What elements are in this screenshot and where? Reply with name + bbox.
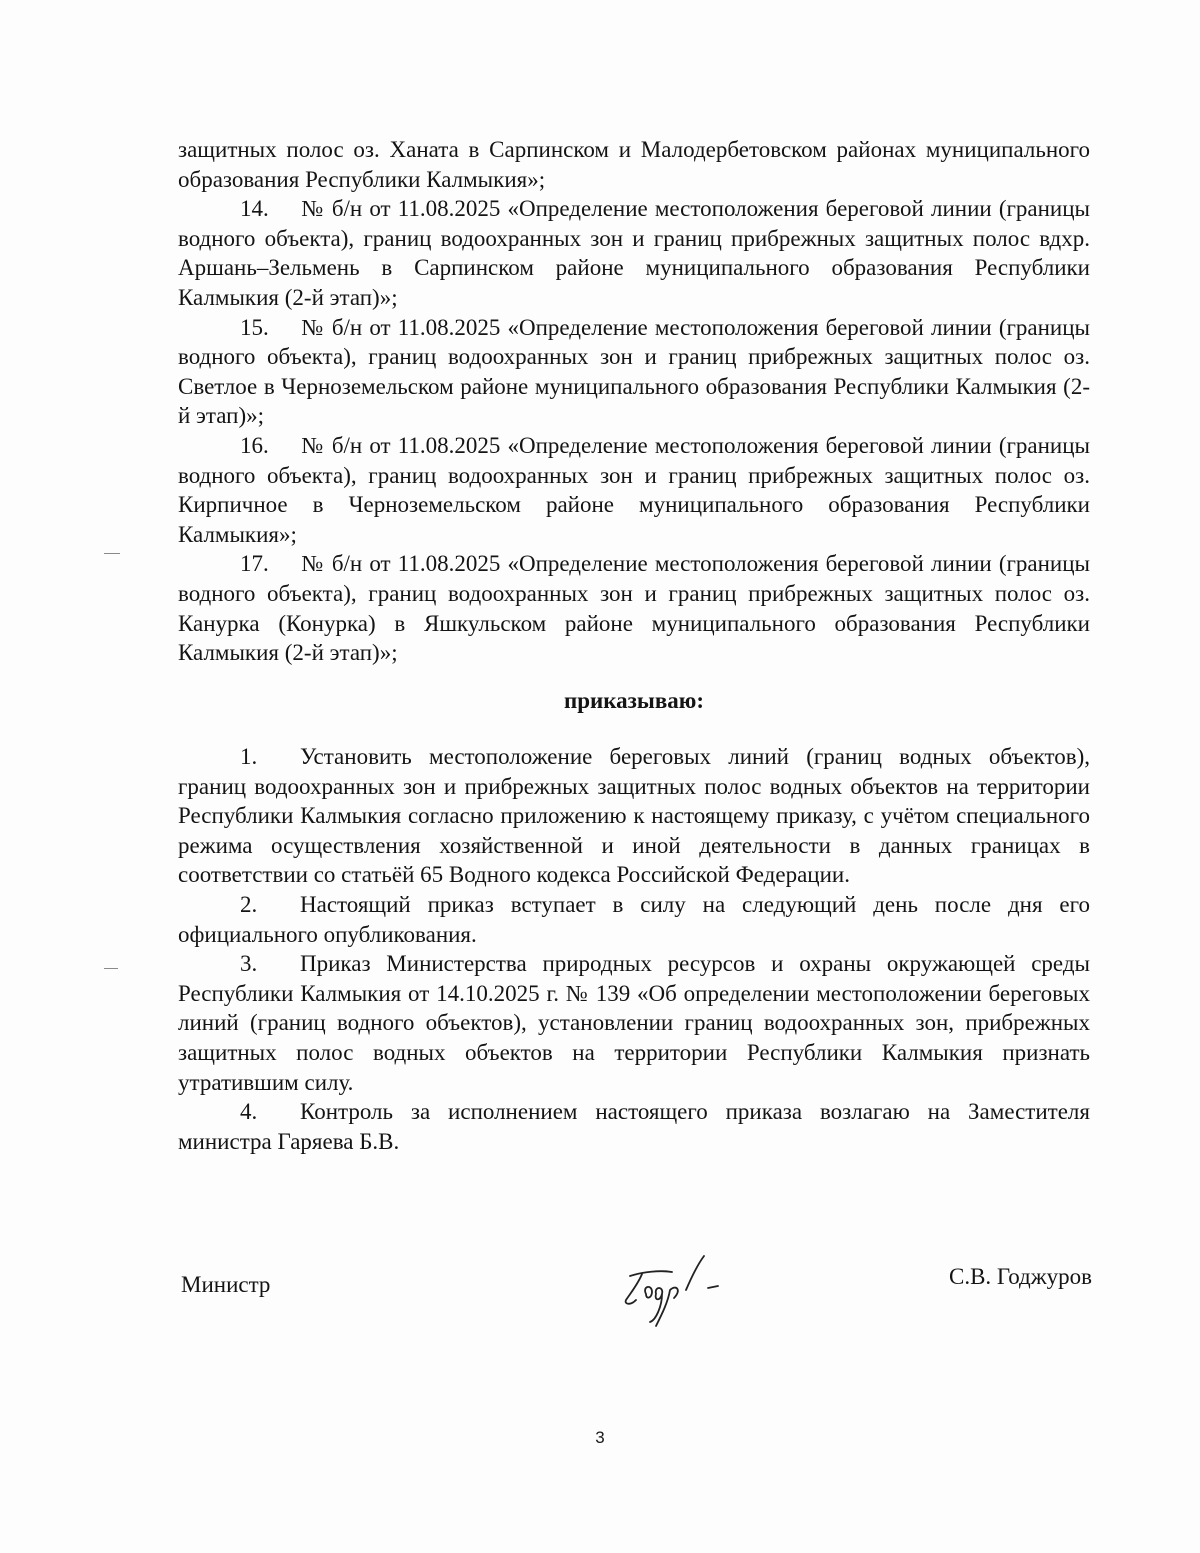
item-number: 17.	[240, 551, 269, 577]
order-number: 3.	[240, 951, 258, 977]
list-item	[178, 431, 1090, 549]
order-text: Установить местоположение береговых линий (границ водных объектов), границ водоохранных зон и прибрежных защитных полос водных объектов на территории Республики Калмыкия согласно приложению к настоящему приказу, с учётом специального режима осуществления хозяйственной и иной деятельности в данных границах в соответствии со статьёй 65 Водного кодекса Российской Федерации.	[178, 744, 1090, 888]
reference-list	[178, 135, 1090, 668]
scan-mark	[104, 968, 118, 969]
item-text: № б/н от 11.08.2025 «Определение местоположения береговой линии (границы водного объекта), границ водоохранных зон и границ прибрежных защитных полос вдхр. Аршань–Зельмень в Сарпинском районе муниципального образования Республики Калмыкия (2-й этап)»;	[178, 196, 1090, 310]
signatory-name: С.В. Годжуров	[949, 1264, 1092, 1289]
list-item	[178, 549, 1090, 667]
item-text: № б/н от 11.08.2025 «Определение местоположения береговой линии (границы водного объекта), границ водоохранных зон и границ прибрежных защитных полос оз. Канурка (Конурка) в Яшкульском районе муниципального образования Республики Калмыкия (2-й этап)»;	[178, 551, 1090, 666]
order-text: Контроль за исполнением настоящего приказа возлагаю на Заместителя министра Гаряева Б.В.	[178, 1099, 1090, 1154]
order-item	[178, 1097, 1090, 1156]
item-number: 14.	[240, 196, 269, 222]
list-item	[178, 313, 1090, 431]
order-item	[178, 890, 1090, 949]
item-number: 16.	[240, 432, 269, 458]
order-text: Настоящий приказ вступает в силу на следующий день после дня его официального опубликования.	[178, 891, 1090, 947]
order-list	[178, 742, 1090, 1156]
order-number: 2.	[240, 891, 258, 917]
list-item	[178, 194, 1090, 312]
order-number: 4.	[240, 1099, 258, 1125]
order-number: 1.	[240, 744, 258, 769]
order-item	[178, 949, 1090, 1097]
order-text: Приказ Министерства природных ресурсов и охраны окружающей среды Республики Калмыкия от 14.10.2025 г. № 139 «Об определении местоположении береговых линий (границ водного объектов), установлении границ водоохранных зон, прибрежных защитных полос водных объектов на территории Республики Калмыкия признать утратившим силу.	[178, 951, 1090, 1095]
scan-mark	[104, 553, 120, 554]
paragraph-13-tail: защитных полос оз. Ханата в Сарпинском и Малодербетовском районах муниципального образования Республики Калмыкия»;	[178, 137, 1090, 192]
handwritten-signature	[612, 1250, 732, 1330]
order-item	[178, 742, 1090, 890]
signatory-role: Министр	[181, 1272, 271, 1297]
item-text: № б/н от 11.08.2025 «Определение местоположения береговой линии (границы водного объекта), границ водоохранных зон и границ прибрежных защитных полос оз. Кирпичное в Черноземельском районе муниципального образования Республики Калмыкия»;	[178, 432, 1090, 547]
item-number: 15.	[240, 314, 269, 340]
order-heading: приказываю:	[563, 688, 705, 713]
item-text: № б/н от 11.08.2025 «Определение местоположения береговой линии (границы водного объекта), границ водоохранных зон и границ прибрежных защитных полос оз. Светлое в Черноземельском районе муниципального образования Республики Калмыкия (2-й этап)»;	[178, 314, 1090, 429]
page-number: 3	[595, 1428, 605, 1447]
